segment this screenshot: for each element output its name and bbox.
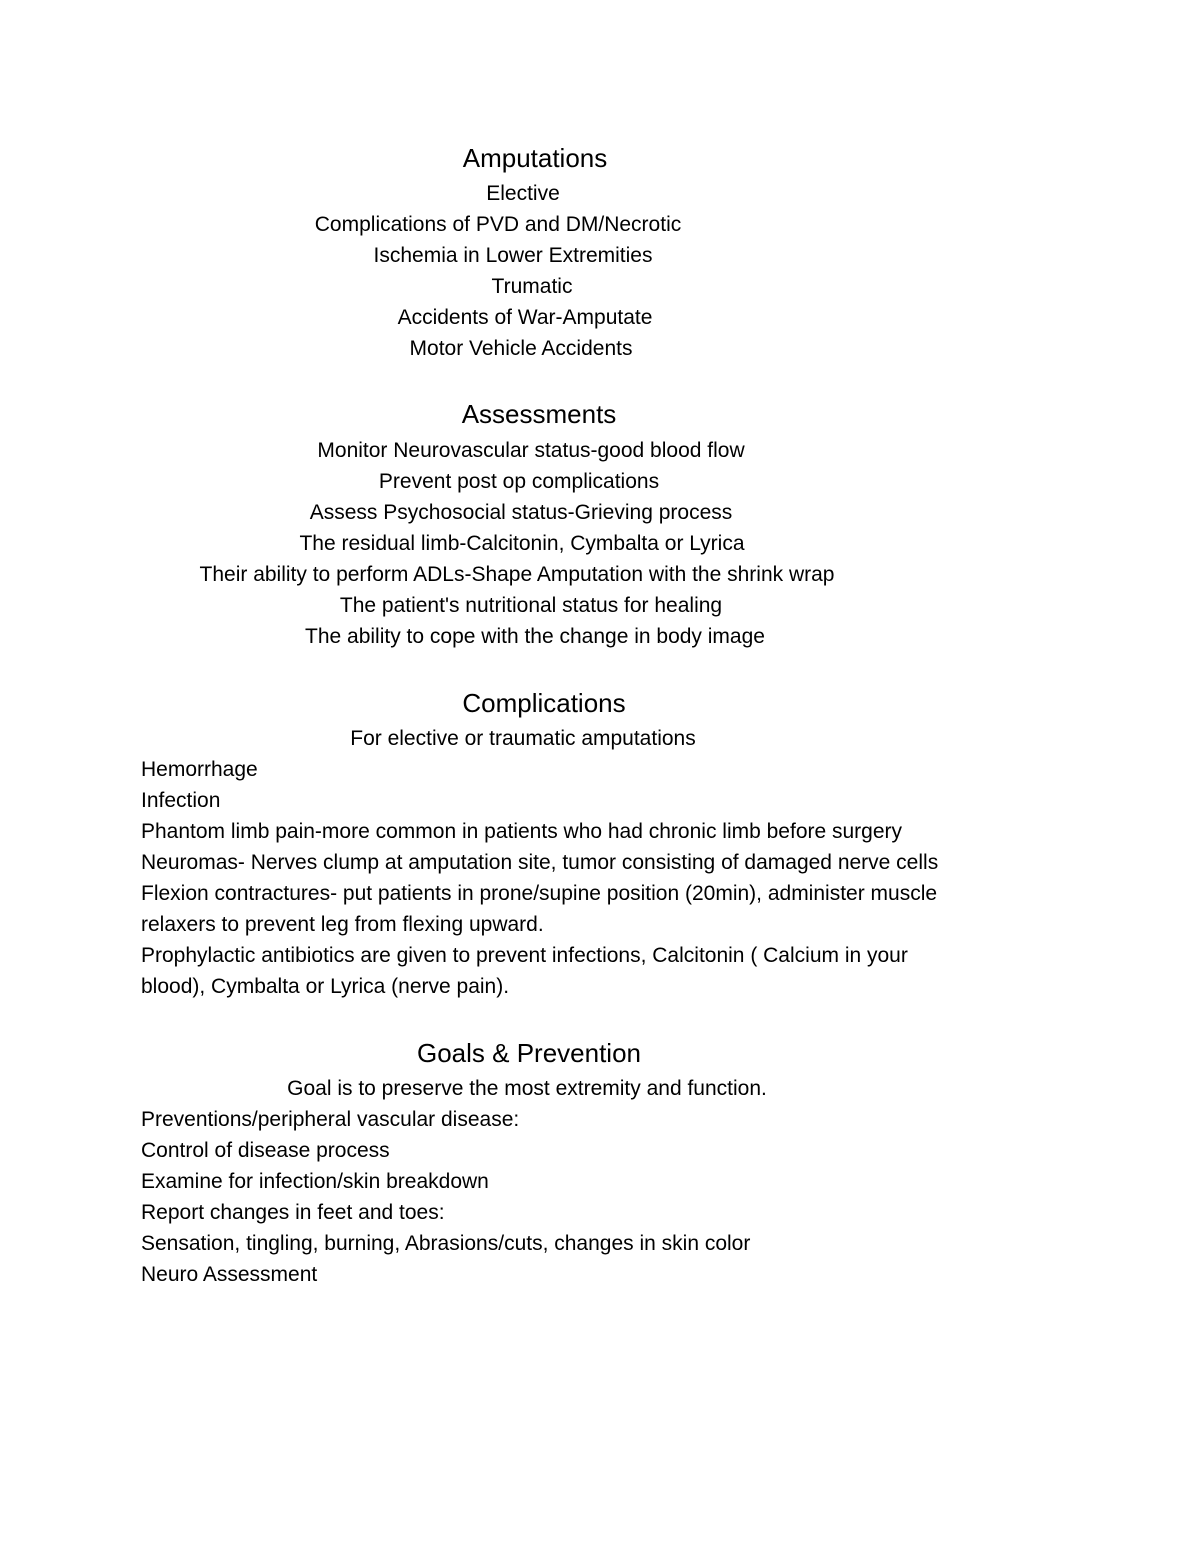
goals-line: Sensation, tingling, burning, Abrasions/cuts, changes in skin color: [141, 1232, 751, 1255]
goals-line: Neuro Assessment: [141, 1263, 318, 1286]
complications-line: relaxers to prevent leg from flexing upward.: [141, 913, 544, 936]
section-heading-amputations: Amputations: [462, 143, 608, 173]
assessments-line: Monitor Neurovascular status-good blood flow: [317, 439, 745, 462]
goals-line: Preventions/peripheral vascular disease:: [141, 1108, 520, 1131]
section-heading-goals-prevention: Goals & Prevention: [416, 1038, 641, 1068]
assessments-line: Their ability to perform ADLs-Shape Amputation with the shrink wrap: [199, 563, 835, 586]
section-heading-assessments: Assessments: [461, 399, 617, 429]
assessments-line: The patient's nutritional status for healing: [339, 594, 723, 617]
assessments-line: Assess Psychosocial status-Grieving process: [309, 501, 733, 524]
amputations-line: Ischemia in Lower Extremities: [373, 244, 653, 267]
goals-line: Control of disease process: [141, 1139, 390, 1162]
amputations-line: Accidents of War-Amputate: [397, 306, 653, 329]
complications-line: blood), Cymbalta or Lyrica (nerve pain).: [141, 975, 510, 998]
assessments-line: The ability to cope with the change in body image: [305, 625, 765, 648]
amputations-line: Motor Vehicle Accidents: [409, 337, 633, 360]
complications-line: Hemorrhage: [141, 758, 258, 781]
complications-line: Neuromas- Nerves clump at amputation site, tumor consisting of damaged nerve cells: [141, 851, 939, 874]
goals-subtitle: Goal is to preserve the most extremity and function.: [287, 1077, 767, 1100]
amputations-line: Complications of PVD and DM/Necrotic: [314, 213, 682, 236]
complications-line: Phantom limb pain-more common in patients who had chronic limb before surgery: [141, 820, 903, 843]
amputations-line: Trumatic: [491, 275, 573, 298]
assessments-line: The residual limb-Calcitonin, Cymbalta or Lyrica: [299, 532, 745, 555]
complications-line: Prophylactic antibiotics are given to prevent infections, Calcitonin ( Calcium in your: [141, 944, 908, 967]
section-heading-complications: Complications: [462, 688, 626, 718]
assessments-line: Prevent post op complications: [378, 470, 660, 493]
amputations-line: Elective: [486, 182, 560, 205]
complications-line: Infection: [141, 789, 221, 812]
complications-line: Flexion contractures- put patients in prone/supine position (20min), administer muscle: [141, 882, 938, 905]
goals-line: Report changes in feet and toes:: [141, 1201, 445, 1224]
goals-line: Examine for infection/skin breakdown: [141, 1170, 489, 1193]
complications-subtitle: For elective or traumatic amputations: [350, 727, 696, 750]
